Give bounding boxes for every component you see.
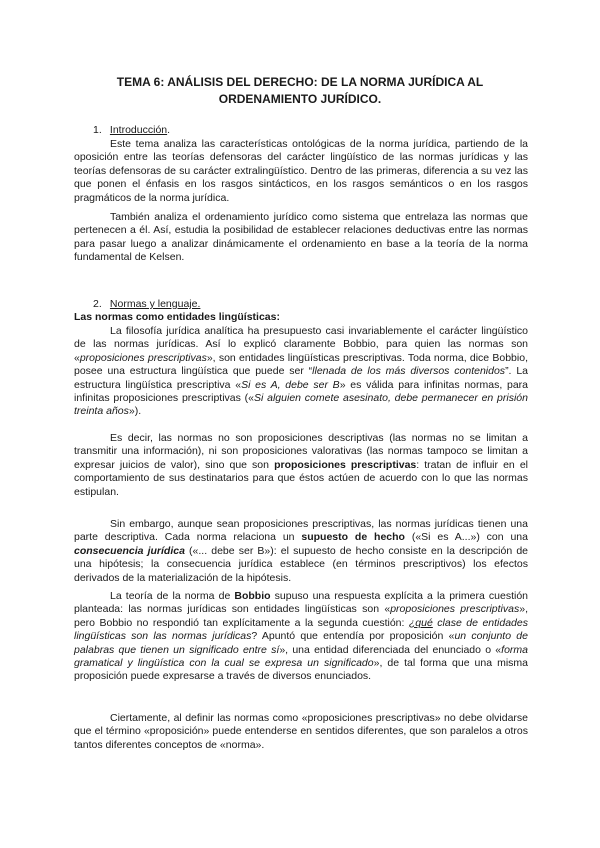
section-2-number: 2. <box>93 298 102 310</box>
section-2-paragraph-3: Sin embargo, aunque sean proposiciones prescriptivas, las normas jurídicas tienen una parte descriptiva. Cada norma relaciona un supuesto de hecho («Si es A...») con una consecuencia jurídica («... debe ser B»): el supuesto de hecho consiste en la descripción de una hipótesis; la consecuencia jurídica establece (en términos prescriptivos) los efectos derivados de la materialización de la hipótesis. <box>74 518 528 584</box>
section-2-paragraph-1: La filosofía jurídica analítica ha presupuesto casi invariablemente el carácter lingüístico de las normas jurídicas. Así lo explicó claramente Bobbio, para quien las normas son «proposiciones prescriptivas», son entidades lingüísticas prescriptivas. Toda norma, dice Bobbio, posee una estructura lingüística que puede ser “llenada de los más diversos contenidos”. La estructura lingüística prescriptiva «Si es A, debe ser B» es válida para infinitas normas, para infinitas proposiciones prescriptivas («Si alguien comete asesinato, debe permanecer en prisión treinta años»). <box>74 325 529 418</box>
title-line-1: TEMA 6: ANÁLISIS DEL DERECHO: DE LA NORMA JURÍDICA AL <box>116 75 484 89</box>
section-1-paragraph-2: También analiza el ordenamiento jurídico como sistema que entrelaza las normas que pertenecen a él. Así, estudia la posibilidad de establecer relaciones deductivas entre las normas para pasar luego a analizar dinámicamente el ordenamiento en base a la teoría de la norma fundamental de Kelsen. <box>74 211 528 264</box>
section-2-subheading: Las normas como entidades lingüísticas: <box>74 311 280 323</box>
section-2-paragraph-5: Ciertamente, al definir las normas como «proposiciones prescriptivas» no debe olvidarse que el término «proposición» puede entenderse en sentidos diferentes, que son paralelos a otros tantos diferentes conceptos de «norma». <box>74 712 528 751</box>
section-1-number: 1. <box>93 124 102 136</box>
title-line-2: ORDENAMIENTO JURÍDICO. <box>218 92 382 106</box>
document-title <box>70 74 530 108</box>
section-1-heading <box>93 124 170 137</box>
section-2-heading <box>93 298 200 311</box>
section-2-paragraph-4: La teoría de la norma de Bobbio supuso una respuesta explícita a la primera cuestión planteada: las normas jurídicas son entidades lingüísticas son «proposiciones prescriptivas», pero Bobbio no respondió tan explícitamente a la segunda cuestión: ¿qué clase de entidades lingüísticas son las normas jurídicas? Apuntó que entendía por proposición «un conjunto de palabras que tienen un significado entre sí», una entidad diferenciada del enunciado o «forma gramatical y lingüística con la cual se expresa un significado», de tal forma que una misma proposición puede expresarse a través de diversos enunciados. <box>74 590 529 683</box>
section-1-title: Introducción <box>109 124 168 136</box>
section-1-paragraph-1: Este tema analiza las características ontológicas de la norma jurídica, partiendo de la oposición entre las teorías defensoras del carácter lingüístico de las normas jurídicas y las teorías defensoras de su carácter extralingüístico. Dentro de las primeras, diferencia a su vez las que ponen el énfasis en los rasgos sintácticos, en los rasgos semánticos o en los rasgos pragmáticos de la norma jurídica. <box>74 138 528 204</box>
section-1-title-punct: . <box>167 124 171 136</box>
section-2-paragraph-2: Es decir, las normas no son proposiciones descriptivas (las normas no se limitan a transmitir una información), ni son proposiciones valorativas (las normas tampoco se limitan a expresar juicios de valor), sino que son proposiciones prescriptivas: tratan de influir en el comportamiento de sus destinatarios para que éstos actúen de acuerdo con lo que las normas estipulan. <box>74 432 528 498</box>
section-2-title: Normas y lenguaje. <box>109 298 201 310</box>
